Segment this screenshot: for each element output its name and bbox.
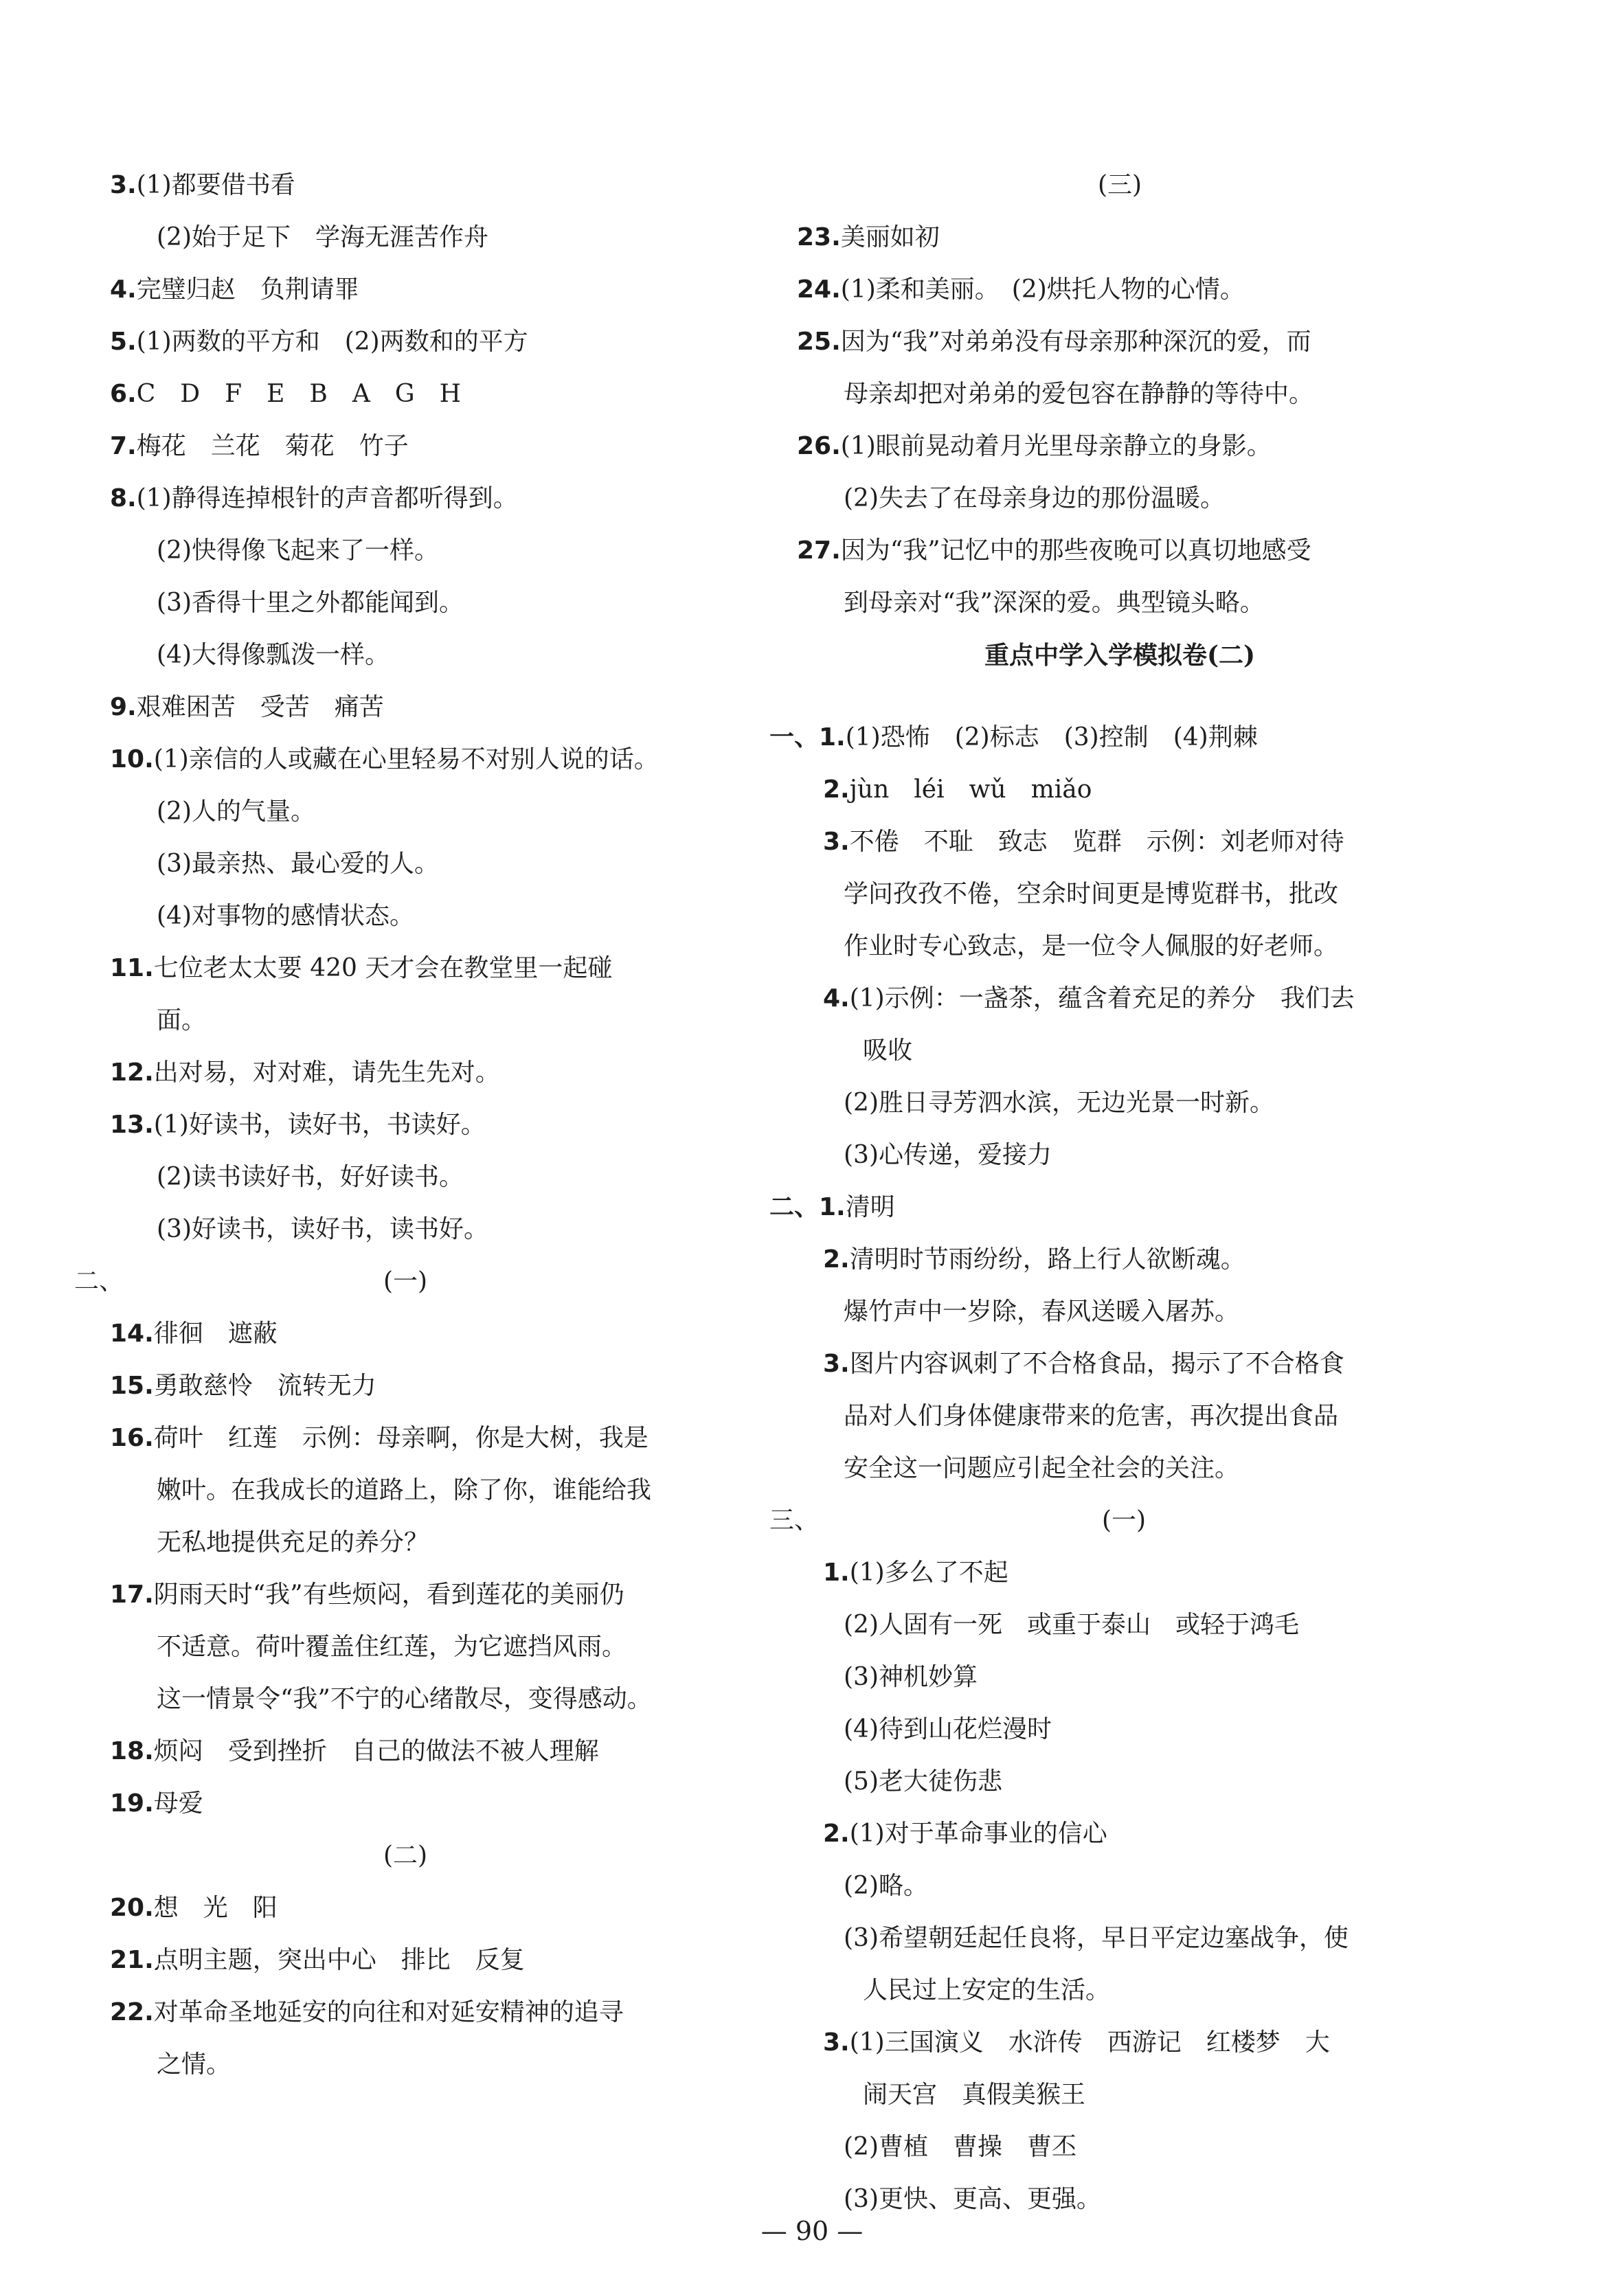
answer-line xyxy=(797,316,1443,368)
answer-text: 因为“我”对弟弟没有母亲那种深沉的爱，而 xyxy=(840,328,1311,356)
answer-text: (2)读书读好书，好好读书。 xyxy=(157,1163,464,1191)
answer-text: (3)神机妙算 xyxy=(844,1663,978,1691)
answer-text: (1)示例：一盏茶，蕴含着充足的养分 我们去 xyxy=(849,984,1355,1012)
answer-text: 徘徊 遮蔽 xyxy=(153,1320,278,1348)
subsection-heading: (二) xyxy=(383,1842,428,1870)
answer-line xyxy=(797,577,1443,629)
answer-text: (3)心传递，爱接力 xyxy=(844,1141,1052,1169)
question-number: 19. xyxy=(110,1789,154,1818)
section-prefix: 二、 xyxy=(74,1267,124,1295)
answer-line xyxy=(110,942,701,995)
answer-line xyxy=(769,1077,1443,1129)
answer-line xyxy=(110,734,701,786)
answer-text: 烦闷 受到挫折 自己的做法不被人理解 xyxy=(153,1737,599,1765)
question-number: 11. xyxy=(110,954,154,982)
answer-line xyxy=(110,159,701,212)
answer-text: (2)失去了在母亲身边的那份温暖。 xyxy=(844,484,1225,512)
answer-line xyxy=(110,1934,701,1987)
answer-line xyxy=(769,1912,1443,1965)
answer-line xyxy=(110,1203,701,1256)
answer-line xyxy=(769,1129,1443,1181)
question-number: 12. xyxy=(110,1059,154,1087)
answer-line xyxy=(110,786,701,838)
answer-line xyxy=(769,1025,1443,1077)
answer-line xyxy=(769,2121,1443,2173)
answer-line xyxy=(769,1704,1443,1756)
left-column xyxy=(74,159,701,2091)
answer-line xyxy=(769,1860,1443,1912)
answer-text: (2)略。 xyxy=(844,1872,928,1900)
section-heading-two xyxy=(74,1256,701,1308)
answer-line xyxy=(769,1547,1443,1599)
answer-line xyxy=(110,1987,701,2039)
question-number: 3. xyxy=(823,2028,850,2057)
answer-text: 荷叶 红莲 示例：母亲啊，你是大树，我是 xyxy=(153,1424,649,1452)
question-number: 25. xyxy=(797,328,841,356)
answer-text: (1)静得连掉根针的声音都听得到。 xyxy=(136,484,518,512)
question-number: 4. xyxy=(110,275,137,304)
answer-line xyxy=(110,473,701,525)
answer-text: 嫩叶。在我成长的道路上，除了你，谁能给我 xyxy=(157,1476,652,1504)
question-number: 27. xyxy=(797,536,841,565)
answer-line xyxy=(110,2039,701,2091)
question-number: 21. xyxy=(110,1946,154,1974)
answer-line xyxy=(769,1651,1443,1704)
answer-line xyxy=(797,473,1443,525)
answer-line xyxy=(110,1099,701,1151)
answer-text: (4)对事物的感情状态。 xyxy=(157,902,414,930)
answer-text: 吸收 xyxy=(863,1037,913,1065)
answer-text: (4)待到山花烂漫时 xyxy=(844,1715,1052,1743)
answer-line xyxy=(110,368,701,420)
answer-text: (2)曹植 曹操 曹丕 xyxy=(844,2133,1076,2161)
answer-text: 不倦 不耻 致志 览群 示例：刘老师对待 xyxy=(849,828,1344,856)
answer-line xyxy=(797,368,1443,420)
question-number: 3. xyxy=(823,1350,850,1378)
answer-line xyxy=(769,1234,1443,1286)
answer-text: (2)始于足下 学海无涯苦作舟 xyxy=(157,223,488,251)
answer-line xyxy=(769,973,1443,1025)
answer-text: 出对易，对对难，请先生先对。 xyxy=(153,1059,500,1087)
question-number: 6. xyxy=(110,380,137,408)
answer-line xyxy=(797,420,1443,473)
answer-text: 想 光 阳 xyxy=(153,1894,278,1922)
question-number: 9. xyxy=(110,693,137,721)
answer-text: 因为“我”记忆中的那些夜晚可以真切地感受 xyxy=(840,536,1311,565)
answer-text: (1)眼前晃动着月光里母亲静立的身影。 xyxy=(840,432,1272,460)
exam-title: 重点中学入学模拟卷(二) xyxy=(984,641,1256,670)
answer-text: (5)老大徒伤悲 xyxy=(844,1767,1002,1796)
answer-line xyxy=(769,1965,1443,2017)
answer-text: (1)亲信的人或藏在心里轻易不对别人说的话。 xyxy=(153,745,659,773)
answer-line xyxy=(769,2069,1443,2121)
answer-line xyxy=(769,868,1443,920)
answer-text: 完璧归赵 负荆请罪 xyxy=(136,275,359,304)
mock-exam-answers xyxy=(769,712,1443,2226)
answer-text: 无私地提供充足的养分？ xyxy=(157,1528,429,1557)
answer-line xyxy=(769,816,1443,868)
answer-text: 人民过上安定的生活。 xyxy=(863,1976,1111,2004)
answer-line xyxy=(110,1778,701,1830)
answer-line xyxy=(769,1756,1443,1808)
section-heading-three xyxy=(769,1495,1443,1547)
answer-line xyxy=(769,1338,1443,1390)
question-number: 2. xyxy=(823,1245,850,1274)
answer-line xyxy=(110,264,701,316)
answer-text: (3)希望朝廷起任良将，早日平定边塞战争，使 xyxy=(844,1924,1349,1952)
answer-text: (1)三国演义 水浒传 西游记 红楼梦 大 xyxy=(849,2028,1330,2057)
answer-text: (4)大得像瓢泼一样。 xyxy=(157,641,390,669)
answer-text: 到母亲对“我”深深的爱。典型镜头略。 xyxy=(844,589,1265,617)
answer-line xyxy=(769,920,1443,973)
answer-line xyxy=(769,1599,1443,1651)
question-number: 22. xyxy=(110,1998,154,2026)
answer-text: 清明时节雨纷纷，路上行人欲断魂。 xyxy=(849,1245,1245,1274)
answer-text: (1)好读书，读好书，书读好。 xyxy=(153,1111,486,1139)
answer-line xyxy=(110,1621,701,1673)
answer-text: 面。 xyxy=(157,1006,207,1034)
question-number: 1. xyxy=(823,1559,850,1587)
answer-text: 这一情景令“我”不宁的心绪散尽，变得感动。 xyxy=(157,1685,652,1713)
answer-line xyxy=(110,995,701,1047)
answer-text: (1)多么了不起 xyxy=(849,1559,1008,1587)
answer-text: (3)最亲热、最心爱的人。 xyxy=(157,850,439,878)
question-number: 16. xyxy=(110,1424,154,1452)
answer-line xyxy=(110,1569,701,1621)
answer-text: 爆竹声中一岁除，春风送暖入屠苏。 xyxy=(844,1298,1240,1326)
answer-text: 母亲却把对弟弟的爱包容在静静的等待中。 xyxy=(844,380,1314,408)
answer-text: 品对人们身体健康带来的危害，再次提出食品 xyxy=(844,1402,1339,1430)
answer-line xyxy=(110,681,701,734)
answer-line xyxy=(110,1725,701,1778)
answer-line xyxy=(769,764,1443,816)
question-number: 5. xyxy=(110,328,137,356)
question-number: 18. xyxy=(110,1737,154,1765)
right-column xyxy=(769,159,1443,2226)
answer-text: C D F E B A G H xyxy=(136,380,462,408)
section-subtitle: (一) xyxy=(383,1267,428,1295)
answer-text: (2)人固有一死 或重于泰山 或轻于鸿毛 xyxy=(844,1611,1299,1639)
subsection-heading: (三) xyxy=(1097,171,1142,199)
answer-text: (2)胜日寻芳泗水滨，无边光景一时新。 xyxy=(844,1089,1274,1117)
answer-text: 之情。 xyxy=(157,2050,232,2079)
answer-line xyxy=(110,577,701,629)
answer-text: 闹天宫 真假美猴王 xyxy=(863,2081,1086,2109)
answer-line xyxy=(769,712,1443,764)
question-number: 2. xyxy=(823,776,850,804)
answer-text: 安全这一问题应引起全社会的关注。 xyxy=(844,1454,1240,1482)
section-subtitle: (一) xyxy=(1101,1506,1147,1535)
answer-line xyxy=(797,525,1443,577)
answer-line xyxy=(110,525,701,577)
answer-line xyxy=(110,1047,701,1099)
answer-line xyxy=(110,1412,701,1464)
answer-line xyxy=(110,420,701,473)
answer-line xyxy=(769,1442,1443,1495)
question-number: 4. xyxy=(823,984,850,1012)
question-number: 13. xyxy=(110,1111,154,1139)
question-number: 8. xyxy=(110,484,137,512)
answer-line xyxy=(769,2017,1443,2069)
answer-text: jùn léi wǔ miǎo xyxy=(849,776,1092,804)
answer-text: 学问孜孜不倦，空余时间更是博览群书，批改 xyxy=(844,880,1339,908)
answer-line xyxy=(769,1286,1443,1338)
question-number: 23. xyxy=(797,223,841,251)
question-number: 17. xyxy=(110,1581,154,1609)
answer-text: 勇敢慈怜 流转无力 xyxy=(153,1372,376,1400)
answer-line xyxy=(110,1673,701,1725)
answer-line xyxy=(110,1882,701,1934)
answer-line xyxy=(110,629,701,681)
answer-line xyxy=(110,212,701,264)
answer-text: 清明 xyxy=(845,1193,895,1221)
answer-text: 图片内容讽刺了不合格食品，揭示了不合格食 xyxy=(849,1350,1344,1378)
answer-line xyxy=(110,890,701,942)
answer-text: (3)好读书，读好书，读书好。 xyxy=(157,1215,488,1243)
answer-text: 母爱 xyxy=(153,1789,203,1818)
answer-text: 对革命圣地延安的向往和对延安精神的追寻 xyxy=(153,1998,624,2026)
answer-line xyxy=(110,1360,701,1412)
answer-text: 阴雨天时“我”有些烦闷，看到莲花的美丽仍 xyxy=(153,1581,624,1609)
answer-line xyxy=(110,1151,701,1203)
answer-text: 作业时专心致志，是一位令人佩服的好老师。 xyxy=(844,932,1339,960)
question-number: 二、1. xyxy=(769,1193,846,1221)
answer-line xyxy=(110,316,701,368)
answer-text: (1)都要借书看 xyxy=(136,171,295,199)
answer-line xyxy=(769,1808,1443,1860)
answer-line xyxy=(769,1390,1443,1442)
question-number: 7. xyxy=(110,432,137,460)
answer-text: (2)人的气量。 xyxy=(157,797,315,826)
answer-line xyxy=(110,1517,701,1569)
question-number: 10. xyxy=(110,745,154,773)
answer-line xyxy=(797,264,1443,316)
answer-line xyxy=(797,212,1443,264)
question-number: 14. xyxy=(110,1320,154,1348)
answer-text: (3)更快、更高、更强。 xyxy=(844,2185,1101,2213)
question-number: 2. xyxy=(823,1820,850,1848)
answer-line xyxy=(110,1464,701,1517)
question-number: 15. xyxy=(110,1372,154,1400)
answer-text: 美丽如初 xyxy=(840,223,940,251)
answer-text: (3)香得十里之外都能闻到。 xyxy=(157,589,464,617)
question-number: 3. xyxy=(823,828,850,856)
answer-line xyxy=(769,1181,1443,1234)
answer-text: 七位老太太要 420 天才会在教堂里一起碰 xyxy=(153,954,613,982)
question-number: 26. xyxy=(797,432,841,460)
answer-text: 艰难困苦 受苦 痛苦 xyxy=(136,693,384,721)
answer-text: 不适意。荷叶覆盖住红莲，为它遮挡风雨。 xyxy=(157,1633,627,1661)
spacer xyxy=(797,681,1443,712)
question-number: 一、1. xyxy=(769,723,846,751)
answer-text: 梅花 兰花 菊花 竹子 xyxy=(136,432,409,460)
answer-text: (1)对于革命事业的信心 xyxy=(849,1820,1107,1848)
answer-text: (2)快得像飞起来了一样。 xyxy=(157,536,439,565)
question-number: 3. xyxy=(110,171,137,199)
answer-text: (1)两数的平方和 (2)两数和的平方 xyxy=(136,328,528,356)
question-number: 24. xyxy=(797,275,841,304)
answer-line xyxy=(110,838,701,890)
question-number: 20. xyxy=(110,1894,154,1922)
section-three-wrap xyxy=(769,1495,1443,1547)
answer-text: (1)恐怖 (2)标志 (3)控制 (4)荆棘 xyxy=(845,723,1258,751)
answer-line xyxy=(110,1308,701,1360)
section-prefix: 三、 xyxy=(769,1506,820,1535)
answer-text: 点明主题，突出中心 排比 反复 xyxy=(153,1946,525,1974)
page-number: — 90 — xyxy=(760,2216,864,2246)
answer-text: (1)柔和美丽。 (2)烘托人物的心情。 xyxy=(840,275,1245,304)
